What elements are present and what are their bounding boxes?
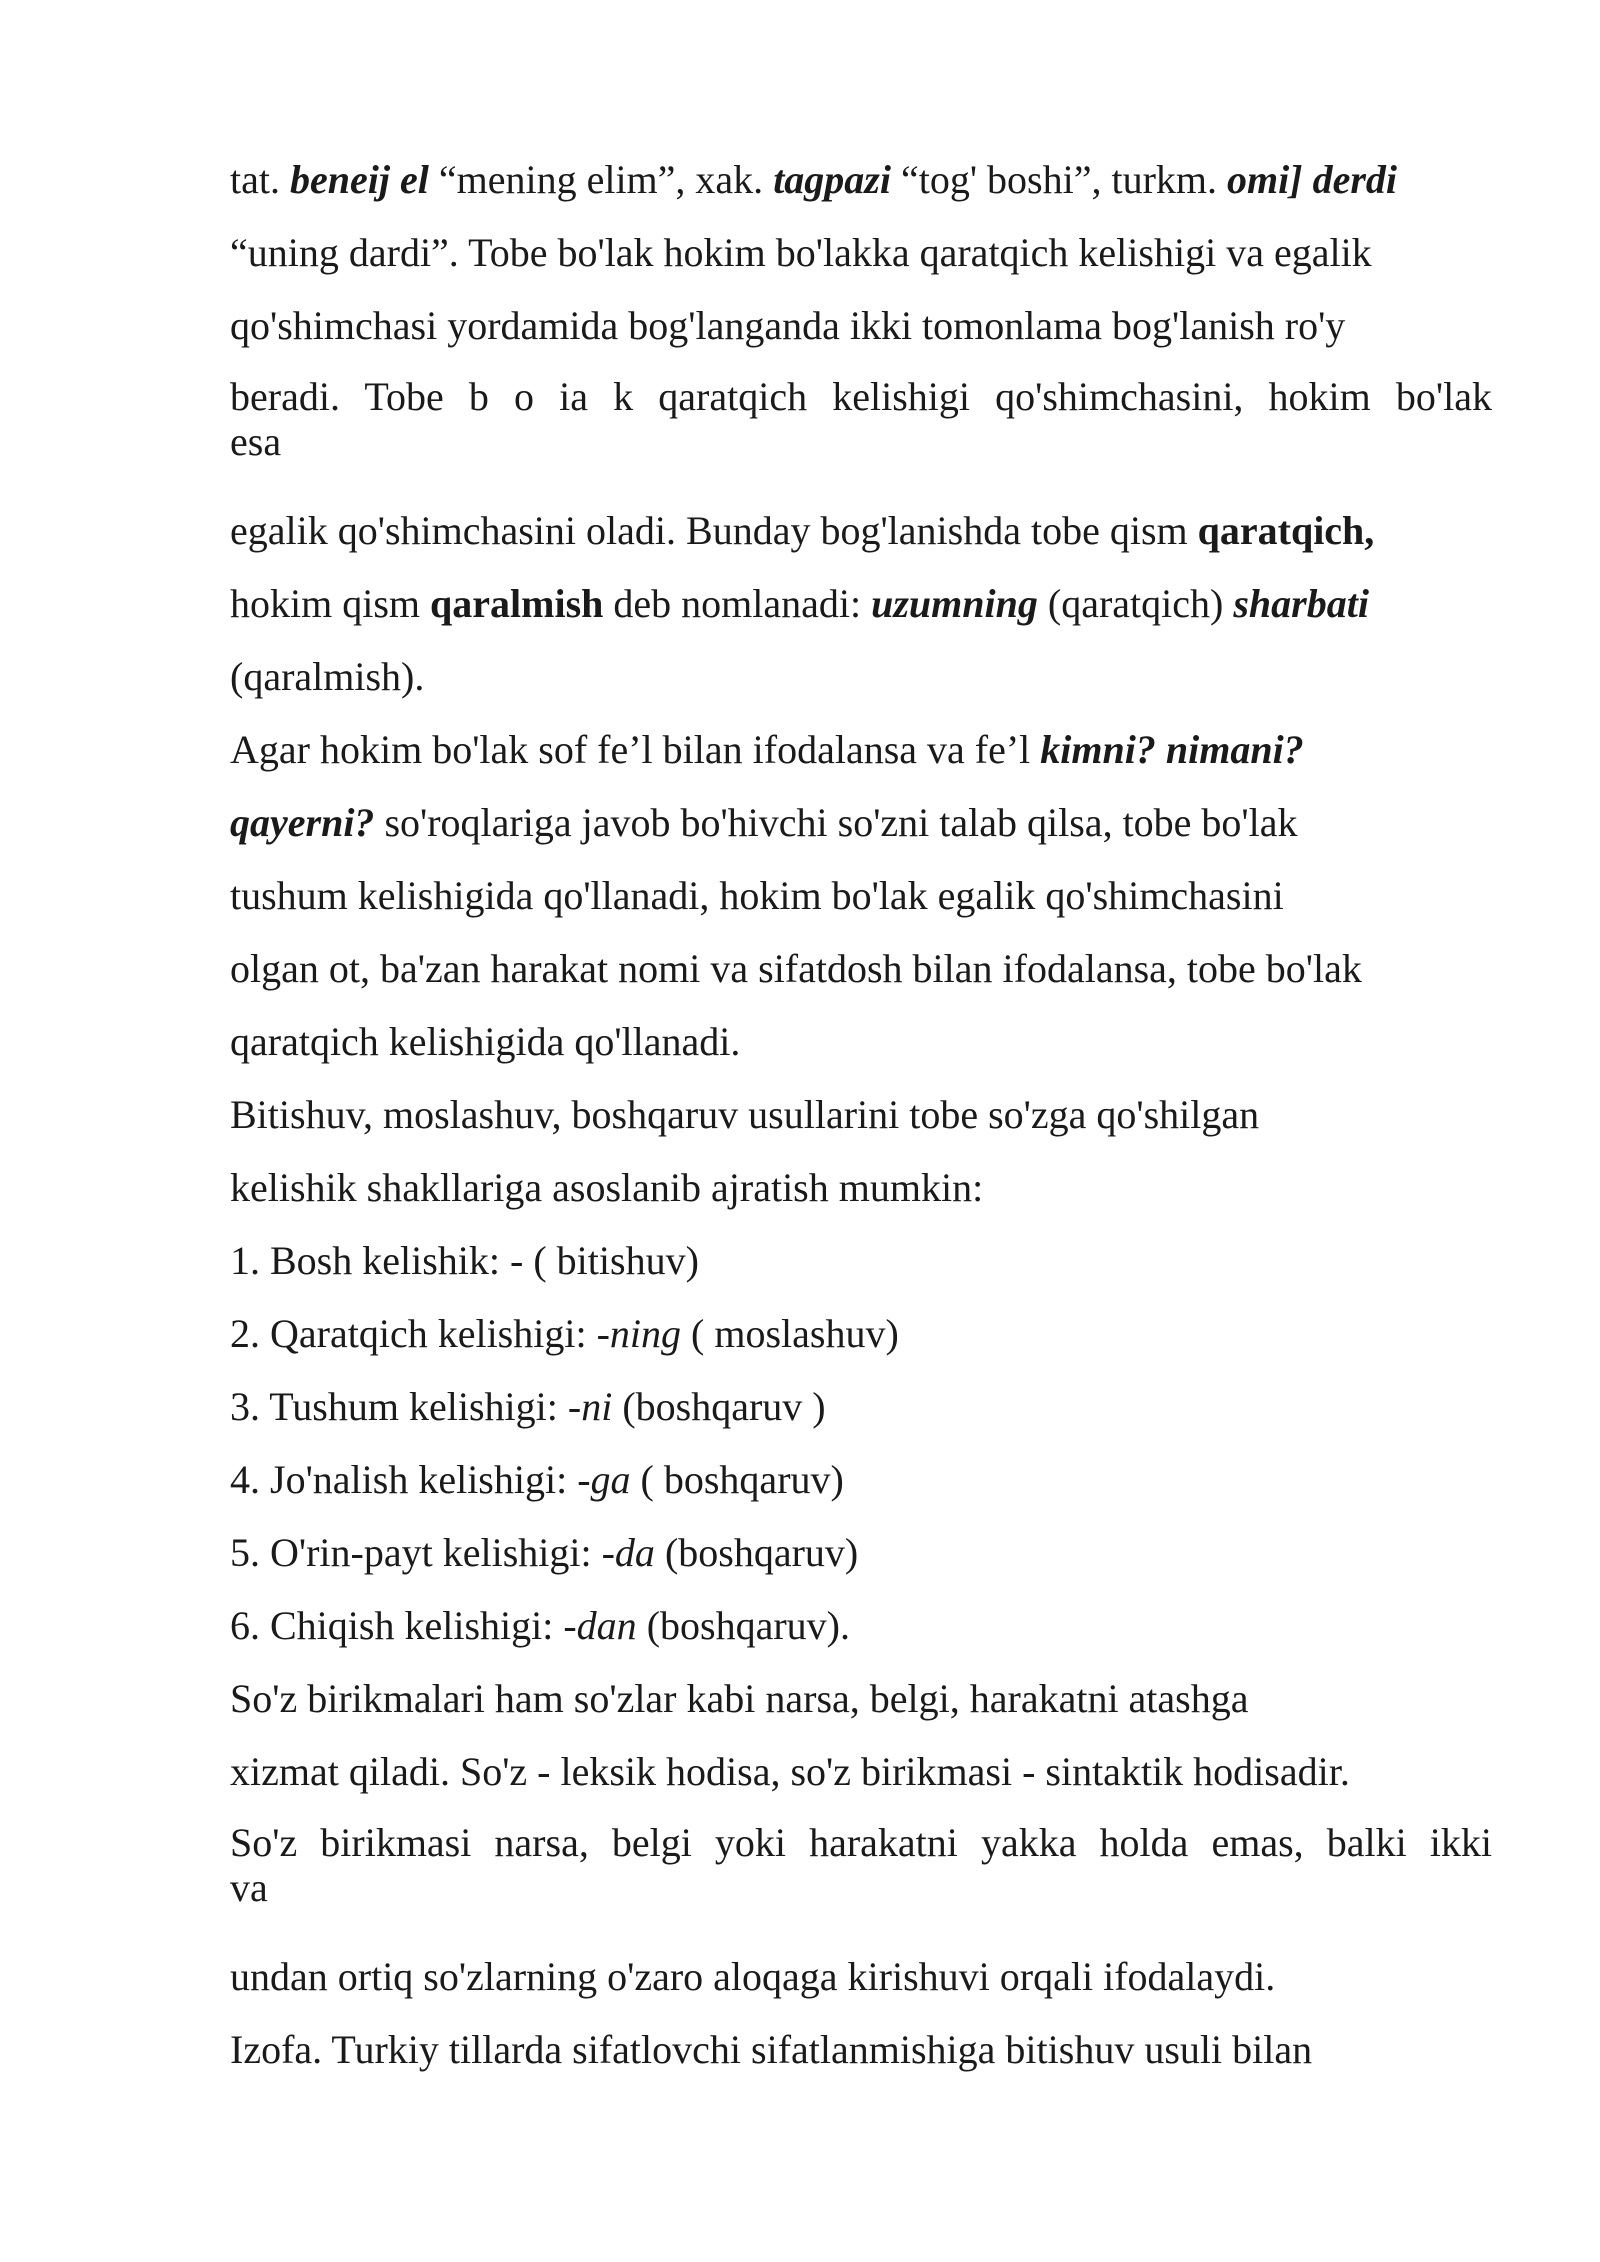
italic-suffix: -ga bbox=[577, 1457, 631, 1502]
italic-suffix: -ni bbox=[567, 1384, 613, 1429]
italic-suffix: -da bbox=[601, 1530, 655, 1575]
text-run: beradi. Tobe b o ia k qaratqich kelishigi qo'shimchasini, hokim bo'lak bbox=[230, 374, 1492, 419]
text-run: (boshqaruv). bbox=[636, 1603, 850, 1648]
text-line bbox=[230, 647, 1492, 720]
text-line bbox=[230, 2020, 1492, 2093]
text-run: “mening elim”, xak. bbox=[428, 157, 774, 202]
text-line bbox=[230, 1947, 1492, 2020]
text-line bbox=[230, 574, 1492, 647]
bold-italic-term: tagpazi bbox=[773, 157, 891, 202]
text-run: So'z birikmalari ham so'zlar kabi narsa, belgi, harakatni atashga bbox=[230, 1676, 1249, 1721]
text-run: xizmat qiladi. So'z - leksik hodisa, so'z birikmasi - sintaktik hodisadir. bbox=[230, 1749, 1350, 1794]
text-line bbox=[230, 369, 1492, 425]
text-run: ( moslashuv) bbox=[681, 1311, 899, 1356]
text-line bbox=[230, 419, 1492, 501]
italic-suffix: -dan bbox=[563, 1603, 637, 1648]
text-run: (boshqaruv) bbox=[654, 1530, 859, 1575]
text-run: deb nomlanadi: bbox=[603, 581, 872, 626]
text-line bbox=[230, 1669, 1492, 1742]
text-run: So'z birikmasi narsa, belgi yoki harakatni yakka holda emas, balki ikki bbox=[230, 1820, 1492, 1865]
bold-italic-term: beneij el bbox=[289, 157, 429, 202]
bold-italic-term: omi] derdi bbox=[1227, 157, 1398, 202]
text-run: va bbox=[230, 1865, 268, 1910]
text-line bbox=[230, 1304, 1492, 1377]
text-line bbox=[230, 939, 1492, 1012]
text-line bbox=[230, 793, 1492, 866]
text-line bbox=[230, 1742, 1492, 1815]
text-line bbox=[230, 150, 1492, 223]
bold-italic-term: uzumning bbox=[871, 581, 1038, 626]
text-run: “uning dardi”. Tobe bo'lak hokim bo'lakka qaratqich kelishigi va egalik bbox=[230, 230, 1372, 275]
text-run: Agar hokim bo'lak sof fe’l bilan ifodalansa va fe’l bbox=[230, 727, 1041, 772]
text-run: tat. bbox=[230, 157, 290, 202]
text-line bbox=[230, 866, 1492, 939]
bold-term: qaratqich, bbox=[1197, 508, 1375, 553]
text-line bbox=[230, 1450, 1492, 1523]
text-line bbox=[230, 1865, 1492, 1947]
text-line bbox=[230, 720, 1492, 793]
bold-italic-term: kimni? nimani? bbox=[1040, 727, 1304, 772]
text-run: 2. Qaratqich kelishigi: bbox=[230, 1311, 597, 1356]
text-run: egalik qo'shimchasini oladi. Bunday bog'lanishda tobe qism bbox=[230, 508, 1198, 553]
text-run: tushum kelishigida qo'llanadi, hokim bo'lak egalik qo'shimchasini bbox=[230, 873, 1284, 918]
text-run: undan ortiq so'zlarning o'zaro aloqaga kirishuvi orqali ifodalaydi. bbox=[230, 1954, 1276, 1999]
text-run: qaratqich kelishigida qo'llanadi. bbox=[230, 1019, 741, 1064]
text-line bbox=[230, 1231, 1492, 1304]
text-run: hokim qism bbox=[230, 581, 431, 626]
text-run: (qaratqich) bbox=[1037, 581, 1234, 626]
text-run: esa bbox=[230, 419, 282, 464]
text-run: 1. Bosh kelishik: - ( bitishuv) bbox=[230, 1238, 699, 1283]
text-line bbox=[230, 223, 1492, 296]
bold-term: qaralmish bbox=[430, 581, 604, 626]
text-run: (boshqaruv ) bbox=[612, 1384, 826, 1429]
text-line bbox=[230, 1158, 1492, 1231]
italic-suffix: -ning bbox=[596, 1311, 682, 1356]
text-run: 4. Jo'nalish kelishigi: bbox=[230, 1457, 578, 1502]
text-run: “tog' boshi”, turkm. bbox=[890, 157, 1228, 202]
text-run: so'roqlariga javob bo'hivchi so'zni talab qilsa, tobe bo'lak bbox=[374, 800, 1298, 845]
text-run: 5. O'rin-payt kelishigi: bbox=[230, 1530, 602, 1575]
text-line bbox=[230, 501, 1492, 574]
text-line bbox=[230, 1596, 1492, 1669]
text-run: ( boshqaruv) bbox=[630, 1457, 844, 1502]
text-run: (qaralmish). bbox=[230, 654, 425, 699]
text-line bbox=[230, 296, 1492, 369]
text-line bbox=[230, 1085, 1492, 1158]
text-line bbox=[230, 1012, 1492, 1085]
bold-italic-term: qayerni? bbox=[230, 800, 375, 845]
text-line bbox=[230, 1815, 1492, 1871]
text-run: olgan ot, ba'zan harakat nomi va sifatdosh bilan ifodalansa, tobe bo'lak bbox=[230, 946, 1362, 991]
text-line bbox=[230, 1377, 1492, 1450]
document-page bbox=[230, 150, 1492, 2093]
text-run: Bitishuv, moslashuv, boshqaruv usullarini tobe so'zga qo'shilgan bbox=[230, 1092, 1260, 1137]
text-run: qo'shimchasi yordamida bog'langanda ikki tomonlama bog'lanish ro'y bbox=[230, 303, 1346, 348]
text-line bbox=[230, 1523, 1492, 1596]
text-run: 6. Chiqish kelishigi: bbox=[230, 1603, 564, 1648]
text-run: 3. Tushum kelishigi: bbox=[230, 1384, 568, 1429]
bold-italic-term: sharbati bbox=[1233, 581, 1369, 626]
text-run: kelishik shakllariga asoslanib ajratish mumkin: bbox=[230, 1165, 984, 1210]
text-run: Izofa. Turkiy tillarda sifatlovchi sifatlanmishiga bitishuv usuli bilan bbox=[230, 2027, 1313, 2072]
